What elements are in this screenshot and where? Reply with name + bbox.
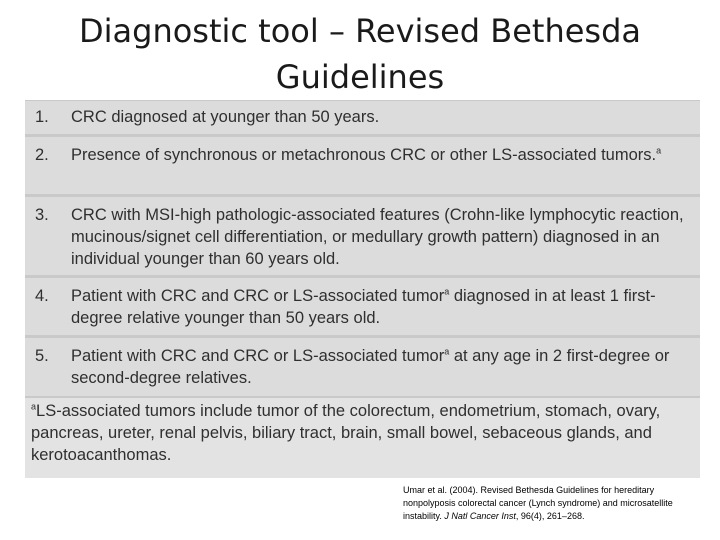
guideline-number: 5.: [35, 347, 49, 365]
guideline-number: 2.: [35, 146, 49, 164]
footnote-marker: a: [31, 401, 37, 412]
guideline-text: CRC diagnosed at younger than 50 years.: [71, 108, 380, 126]
guideline-text: Presence of synchronous or metachronous CRC or other LS-associated tumors.$^a$: [71, 145, 662, 164]
footnote-marker: a: [444, 346, 450, 357]
guideline-number: 3.: [35, 206, 49, 224]
citation-details: , 96(4), 261–268.: [515, 511, 585, 521]
footnote-marker: a: [656, 145, 662, 156]
footnote-marker: a: [444, 286, 450, 297]
citation-authors: Umar et al. (2004). Revised Bethesda Guidelines for hereditary nonpolyposis colorectal cancer (Lynch syndrome) and microsatellite instability.: [403, 485, 673, 521]
guideline-row-2: [25, 137, 700, 194]
guideline-text: Patient with CRC and CRC or LS-associated tumor$^a$ at any age in 2 first-degree or second-degree relatives.: [71, 346, 670, 387]
citation: [403, 484, 703, 523]
slide-title: Diagnostic tool – Revised Bethesda Guidelines: [78, 12, 642, 96]
guideline-row-1: [25, 101, 700, 134]
guideline-text: Patient with CRC and CRC or LS-associated tumor$^a$ diagnosed in at least 1 first-degree relative younger than 50 years old.: [71, 286, 656, 327]
guideline-number: 4.: [35, 287, 49, 305]
guideline-row-5: [25, 338, 700, 396]
guideline-text: CRC with MSI-high pathologic-associated features (Crohn-like lymphocytic reaction, mucinous/signet cell differentiation, or medullary growth pattern) diagnosed in an individual younger than 60 years old.: [71, 206, 684, 268]
guideline-row-3: [25, 197, 700, 275]
footnote-text: LS-associated tumors include tumor of the colorectum, endometrium, stomach, ovary, pancreas, ureter, renal pelvis, biliary tract, brain, small bowel, sebaceous glands, and kerotoacanthomas.: [31, 402, 661, 464]
guideline-number: 1.: [35, 108, 49, 126]
footnote: [25, 398, 700, 478]
citation-journal: J Natl Cancer Inst: [444, 511, 516, 521]
guideline-row-4: [25, 278, 700, 335]
